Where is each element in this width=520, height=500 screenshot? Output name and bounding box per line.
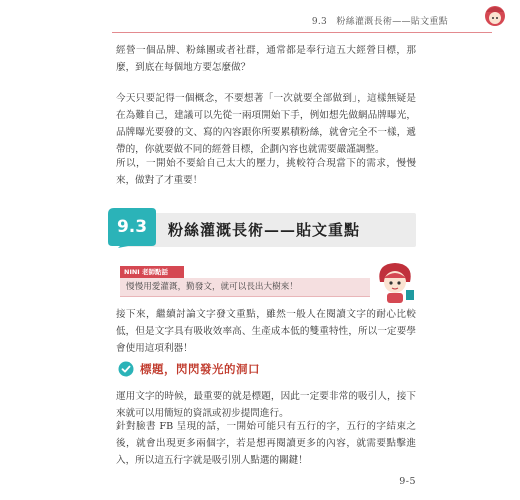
page-number: 9-5 xyxy=(399,476,416,487)
section-title: 粉絲灌溉長術——貼文重點 xyxy=(168,221,361,239)
section-number: 9.3 xyxy=(116,217,148,237)
running-header-title: 9.3 粉絲灌溉長術——貼文重點 xyxy=(311,17,448,27)
mascot-head-icon xyxy=(482,2,508,28)
paragraph-pressure: 所以，一開始不要給自己太大的壓力，挑較符合現當下的需求，慢慢來，做對了才重要！ xyxy=(116,158,416,186)
paragraph-text-posting: 接下來，繼續討論文字發文重點，雖然一般人在閱讀文字的耐心比較低，但是文字具有吸收效率高、生產成本低的雙重特性，所以一定要學會使用這項利器！ xyxy=(116,309,416,354)
running-header xyxy=(112,10,492,33)
tip-label: NINI 老師點話 xyxy=(120,266,184,278)
mascot-girl-icon xyxy=(372,260,418,304)
paragraph-concept: 今天只要記得一個概念，不要想著「一次就要全部做到」，這樣無疑是在為難自己，建議可以先從一兩項開始下手，例如想先做網品牌曝光，品牌曝光要發的文、寫的內容跟你所要累積粉絲，就會完全不一樣，遞帶的，你就要做不同的經營目標，企劃內容也就需要嚴謹調整。 xyxy=(116,93,416,155)
subheading-title: 標題，閃閃發光的洞口 xyxy=(140,362,260,376)
checkmark-icon xyxy=(118,361,134,377)
tip-text: 慢慢用愛灌溉，勤發文，就可以長出大樹來！ xyxy=(126,282,298,292)
paragraph-intro: 經營一個品牌、粉絲團或者社群，通常都是奉行這五大經營目標，那麼，到底在每個地方要怎麼做？ xyxy=(116,45,416,73)
paragraph-title-importance: 運用文字的時候，最重要的就是標題，因此一定要非常的吸引人，接下來就可以用簡短的資訊或初步提問進行。 xyxy=(116,391,416,419)
paragraph-facebook: 針對臉書 FB 呈現的話，一開始可能只有五行的字，五行的字結束之後，就會出現更多兩個字，若是想再閱讀更多的內容，就需要點擊進入，所以這五行字就是吸引別人點選的關鍵！ xyxy=(116,421,416,466)
